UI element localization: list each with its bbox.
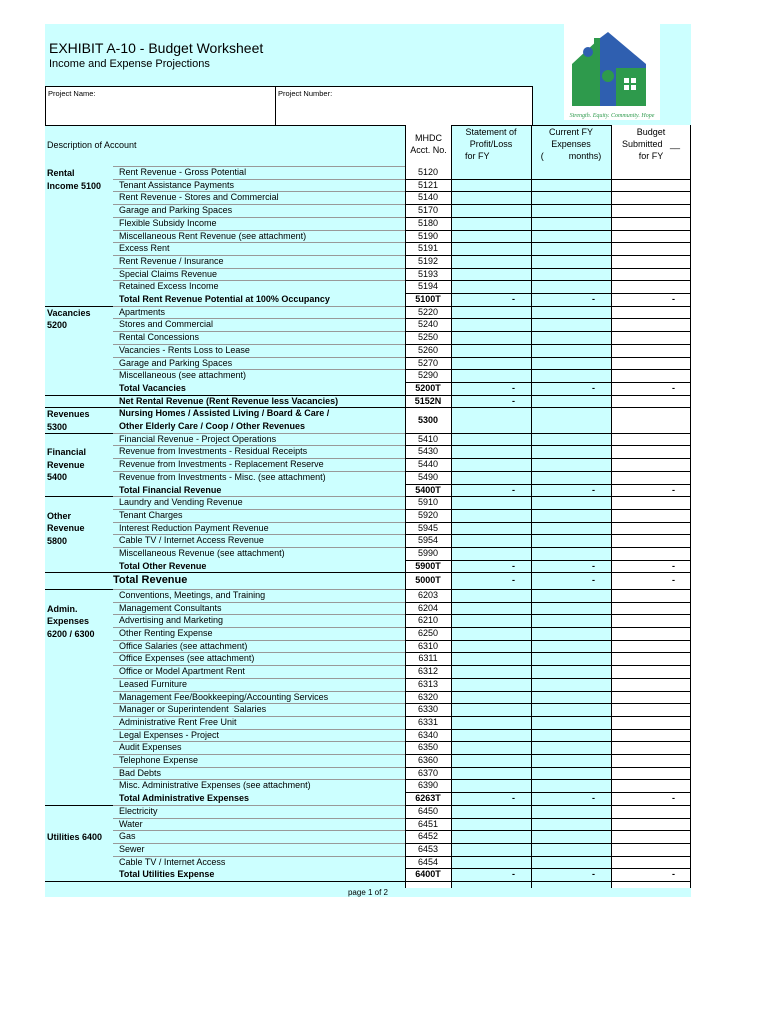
account-number: 6450 bbox=[417, 805, 439, 816]
table-row bbox=[45, 640, 691, 653]
account-number: 5300 bbox=[417, 414, 439, 425]
group-label: Admin. Expenses 6200 / 6300 bbox=[47, 603, 95, 639]
account-description: Bad Debts bbox=[119, 767, 162, 778]
desc-rule bbox=[113, 369, 405, 370]
account-description: Revenue from Investments - Residual Receipts bbox=[119, 446, 308, 457]
account-description: Retained Excess Income bbox=[119, 281, 219, 292]
table-row bbox=[45, 602, 691, 615]
account-number: 6310 bbox=[417, 640, 439, 651]
desc-rule bbox=[113, 627, 405, 628]
budget-value[interactable]: - bbox=[672, 575, 675, 586]
account-number: 5220 bbox=[417, 306, 439, 317]
table-row bbox=[45, 572, 691, 589]
current-fy-value[interactable]: - bbox=[592, 294, 595, 304]
account-description: Stores and Commercial bbox=[119, 319, 214, 330]
budget-value[interactable]: - bbox=[672, 294, 675, 304]
current-fy-value[interactable]: - bbox=[592, 869, 595, 880]
desc-rule bbox=[113, 767, 405, 768]
table-row bbox=[45, 166, 691, 179]
account-description: Office or Model Apartment Rent bbox=[119, 666, 245, 677]
account-description: Office Salaries (see attachment) bbox=[119, 640, 248, 651]
table-row bbox=[45, 691, 691, 704]
account-description: Total Rent Revenue Potential at 100% Occupancy bbox=[119, 294, 330, 304]
account-description: Net Rental Revenue (Rent Revenue less Vacancies) bbox=[119, 395, 339, 406]
account-number: 6330 bbox=[417, 704, 439, 715]
account-description: Other Renting Expense bbox=[119, 628, 213, 638]
group-label: Revenues 5300 bbox=[47, 409, 90, 432]
desc-rule bbox=[113, 306, 405, 307]
account-number: 5191 bbox=[417, 243, 439, 254]
table-row bbox=[45, 779, 691, 792]
account-number: 5152N bbox=[414, 395, 442, 406]
account-description: Rent Revenue - Gross Potential bbox=[119, 167, 247, 177]
account-description: Sewer bbox=[119, 843, 145, 854]
table-row bbox=[45, 484, 691, 497]
table-row bbox=[45, 293, 691, 306]
table-row bbox=[45, 830, 691, 843]
table-row bbox=[45, 306, 691, 319]
account-description: Cable TV / Internet Access Revenue bbox=[119, 535, 264, 546]
desc-rule bbox=[113, 716, 405, 717]
house-puzzle-icon bbox=[564, 24, 660, 120]
desc-rule bbox=[113, 445, 405, 446]
statement-value[interactable]: - bbox=[512, 294, 515, 304]
table-row bbox=[45, 191, 691, 204]
table-row bbox=[45, 357, 691, 370]
table-row bbox=[45, 818, 691, 831]
desc-rule bbox=[113, 191, 405, 192]
table-row bbox=[45, 217, 691, 230]
account-number: 5240 bbox=[417, 319, 439, 330]
table-row bbox=[45, 268, 691, 281]
account-description: Financial Revenue - Project Operations bbox=[119, 433, 277, 444]
desc-rule bbox=[113, 522, 405, 523]
page-number: page 1 of 2 bbox=[347, 888, 389, 897]
table-row bbox=[45, 767, 691, 780]
account-number: 6320 bbox=[417, 691, 439, 702]
current-fy-value[interactable]: - bbox=[592, 484, 595, 495]
current-fy-value[interactable]: - bbox=[592, 382, 595, 393]
table-row bbox=[45, 856, 691, 869]
account-description: Special Claims Revenue bbox=[119, 268, 218, 279]
account-description: Audit Expenses bbox=[119, 742, 182, 753]
desc-rule bbox=[113, 602, 405, 603]
desc-rule bbox=[113, 589, 405, 590]
account-number: 6350 bbox=[417, 742, 439, 753]
account-description: Manager or Superintendent Salaries bbox=[119, 704, 267, 715]
account-number: 6250 bbox=[417, 628, 439, 638]
table-row bbox=[45, 496, 691, 509]
desc-rule bbox=[113, 230, 405, 231]
account-number: 5900T bbox=[415, 560, 441, 571]
account-number: 6454 bbox=[417, 856, 439, 867]
account-number: 6452 bbox=[417, 831, 439, 842]
desc-rule bbox=[113, 204, 405, 205]
table-row bbox=[45, 471, 691, 484]
account-description: Miscellaneous (see attachment) bbox=[119, 370, 247, 381]
desc-rule bbox=[113, 640, 405, 641]
account-description: Apartments bbox=[119, 306, 166, 317]
current-fy-value[interactable]: - bbox=[592, 560, 595, 571]
desc-rule bbox=[113, 818, 405, 819]
account-description: Laundry and Vending Revenue bbox=[119, 497, 243, 508]
desc-rule bbox=[113, 331, 405, 332]
desc-rule bbox=[113, 614, 405, 615]
table-row bbox=[45, 204, 691, 217]
account-description: Total Utilities Expense bbox=[119, 869, 215, 880]
account-number: 5193 bbox=[417, 268, 439, 279]
account-number: 6340 bbox=[417, 729, 439, 740]
statement-value[interactable]: - bbox=[512, 793, 515, 804]
account-number: 6360 bbox=[417, 755, 439, 765]
account-number: 5920 bbox=[417, 509, 439, 520]
statement-value[interactable]: - bbox=[512, 560, 515, 571]
account-number: 6263T bbox=[415, 793, 441, 804]
account-number: 6204 bbox=[417, 602, 439, 613]
account-number: 5120 bbox=[417, 167, 439, 177]
account-number: 5954 bbox=[417, 535, 439, 546]
table-row bbox=[45, 627, 691, 640]
account-description: Revenue from Investments - Replacement Reserve bbox=[119, 459, 324, 470]
account-description: Total Revenue bbox=[113, 574, 188, 587]
account-description: Management Fee/Bookkeeping/Accounting Services bbox=[119, 691, 329, 702]
table-row bbox=[45, 242, 691, 255]
desc-rule bbox=[113, 843, 405, 844]
desc-rule bbox=[113, 652, 405, 653]
desc-rule bbox=[113, 242, 405, 243]
account-description: Total Other Revenue bbox=[119, 560, 207, 571]
account-number: 5270 bbox=[417, 357, 439, 368]
table-row bbox=[45, 792, 691, 805]
desc-rule bbox=[113, 357, 405, 358]
account-number: 5121 bbox=[417, 179, 439, 190]
account-description: Miscellaneous Rent Revenue (see attachment) bbox=[119, 230, 307, 241]
account-description: Total Financial Revenue bbox=[119, 484, 222, 495]
account-description: Advertising and Marketing bbox=[119, 615, 224, 626]
group-label: Rental Income 5100 bbox=[47, 168, 102, 191]
desc-rule bbox=[113, 754, 405, 755]
current-fy-header: Current FY Expenses ( months) bbox=[540, 127, 602, 161]
account-number: 5200T bbox=[415, 382, 441, 393]
account-number: 6311 bbox=[418, 653, 438, 664]
desc-rule bbox=[113, 255, 405, 256]
table-row bbox=[45, 665, 691, 678]
statement-header: Statement of Profit/Loss for FY bbox=[465, 127, 517, 161]
table-row bbox=[45, 843, 691, 856]
account-number: 6400T bbox=[415, 869, 441, 880]
table-row bbox=[45, 716, 691, 729]
budget-value[interactable]: - bbox=[672, 560, 675, 571]
account-number: 5400T bbox=[415, 484, 441, 495]
current-fy-value[interactable]: - bbox=[592, 793, 595, 804]
desc-rule bbox=[113, 509, 405, 510]
account-description: Interest Reduction Payment Revenue bbox=[119, 522, 269, 533]
account-number: 5440 bbox=[417, 459, 439, 470]
desc-rule bbox=[113, 471, 405, 472]
project-name-label: Project Name: bbox=[48, 89, 96, 98]
account-description: Management Consultants bbox=[119, 602, 222, 613]
account-description: Administrative Rent Free Unit bbox=[119, 716, 237, 727]
table-row bbox=[45, 509, 691, 522]
budget-value[interactable]: - bbox=[672, 484, 675, 495]
desc-rule bbox=[113, 496, 405, 497]
account-number: 5910 bbox=[417, 497, 439, 508]
project-name-field[interactable] bbox=[45, 86, 276, 126]
desc-rule bbox=[113, 729, 405, 730]
account-number: 6312 bbox=[417, 666, 439, 677]
account-number: 5990 bbox=[417, 548, 439, 558]
desc-rule bbox=[113, 433, 405, 434]
account-description: Conventions, Meetings, and Training bbox=[119, 589, 266, 600]
group-label: Utilities 6400 bbox=[47, 832, 103, 843]
project-number-field[interactable] bbox=[275, 86, 533, 126]
account-description: Tenant Assistance Payments bbox=[119, 179, 235, 190]
account-description: Total Vacancies bbox=[119, 382, 186, 393]
account-number: 5290 bbox=[417, 370, 439, 381]
desc-rule bbox=[113, 830, 405, 831]
page-title: EXHIBIT A-10 - Budget Worksheet bbox=[49, 40, 264, 56]
desc-rule bbox=[113, 268, 405, 269]
account-number: 5945 bbox=[417, 522, 439, 533]
table-row bbox=[45, 445, 691, 458]
page-subtitle: Income and Expense Projections bbox=[49, 58, 210, 70]
table-row bbox=[45, 522, 691, 535]
table-row bbox=[45, 868, 691, 881]
account-number: 6453 bbox=[417, 843, 439, 854]
group-label: Vacancies 5200 bbox=[47, 307, 91, 331]
table-row bbox=[45, 318, 691, 331]
desc-rule bbox=[113, 534, 405, 535]
table-row bbox=[45, 805, 691, 818]
table-row bbox=[45, 179, 691, 192]
account-number: 5250 bbox=[417, 332, 439, 343]
account-description: Office Expenses (see attachment) bbox=[119, 653, 255, 664]
desc-rule bbox=[113, 805, 405, 806]
desc-rule bbox=[113, 280, 405, 281]
account-description: Cable TV / Internet Access bbox=[119, 856, 226, 867]
statement-value[interactable]: - bbox=[512, 484, 515, 495]
account-number: 5490 bbox=[417, 471, 439, 482]
account-description: Miscellaneous Revenue (see attachment) bbox=[119, 548, 285, 558]
desc-rule bbox=[113, 703, 405, 704]
current-fy-value[interactable]: - bbox=[592, 575, 595, 586]
table-row bbox=[45, 534, 691, 547]
account-number: 6313 bbox=[417, 678, 439, 689]
table-row bbox=[45, 754, 691, 767]
desc-rule bbox=[113, 678, 405, 679]
desc-rule bbox=[113, 217, 405, 218]
budget-worksheet bbox=[45, 24, 691, 897]
desc-rule bbox=[113, 179, 405, 180]
desc-rule bbox=[113, 458, 405, 459]
account-description: Legal Expenses - Project bbox=[119, 729, 220, 740]
account-description: Rent Revenue / Insurance bbox=[119, 255, 224, 266]
desc-rule bbox=[113, 665, 405, 666]
table-row bbox=[45, 433, 691, 446]
table-row bbox=[45, 395, 691, 408]
account-description: Telephone Expense bbox=[119, 755, 199, 765]
account-number: 6331 bbox=[417, 716, 439, 727]
group-label: Financial Revenue 5400 bbox=[47, 447, 87, 483]
group-label: Other Revenue 5800 bbox=[47, 510, 85, 546]
desc-rule bbox=[113, 856, 405, 857]
account-number: 6451 bbox=[417, 818, 439, 829]
project-number-label: Project Number: bbox=[278, 89, 333, 98]
row-rule bbox=[45, 881, 691, 882]
desc-rule bbox=[113, 779, 405, 780]
account-number: 5000T bbox=[415, 575, 441, 586]
budget-value[interactable]: - bbox=[672, 382, 675, 393]
account-description: Gas bbox=[119, 831, 136, 842]
account-number: 5260 bbox=[417, 344, 439, 355]
account-number: 6203 bbox=[417, 589, 439, 600]
account-description: Rent Revenue - Stores and Commercial bbox=[119, 192, 279, 203]
desc-rule bbox=[113, 344, 405, 345]
budget-value[interactable]: - bbox=[672, 869, 675, 880]
table-row bbox=[45, 589, 691, 602]
budget-header: Budget Submitted __ for FY bbox=[621, 127, 681, 161]
statement-value[interactable]: - bbox=[512, 395, 515, 406]
table-row bbox=[45, 280, 691, 293]
table-row bbox=[45, 382, 691, 395]
table-row bbox=[45, 230, 691, 243]
table-row bbox=[45, 369, 691, 382]
statement-value[interactable]: - bbox=[512, 869, 515, 880]
account-description: Flexible Subsidy Income bbox=[119, 217, 217, 228]
account-number: 5170 bbox=[417, 205, 439, 216]
table-row bbox=[45, 560, 691, 573]
table-row bbox=[45, 331, 691, 344]
account-number: 6370 bbox=[417, 767, 439, 778]
account-description: Rental Concessions bbox=[119, 332, 200, 343]
table-row bbox=[45, 703, 691, 716]
desc-rule bbox=[113, 741, 405, 742]
account-description: Garage and Parking Spaces bbox=[119, 205, 233, 216]
table-row bbox=[45, 458, 691, 471]
account-number: 5100T bbox=[415, 294, 441, 304]
account-number: 5180 bbox=[417, 217, 439, 228]
account-description: Garage and Parking Spaces bbox=[119, 357, 233, 368]
account-description: Total Administrative Expenses bbox=[119, 793, 250, 804]
description-header: Description of Account bbox=[47, 140, 137, 150]
account-description: Tenant Charges bbox=[119, 509, 183, 520]
acct-header: MHDC Acct. No. bbox=[410, 133, 447, 155]
account-number: 5190 bbox=[417, 230, 439, 241]
table-row bbox=[45, 678, 691, 691]
table-row bbox=[45, 407, 691, 432]
account-description: Electricity bbox=[119, 805, 158, 816]
account-number: 6210 bbox=[417, 615, 439, 626]
table-row bbox=[45, 652, 691, 665]
desc-rule bbox=[113, 166, 405, 167]
table-row bbox=[45, 344, 691, 357]
organization-logo bbox=[564, 24, 660, 120]
table-row bbox=[45, 614, 691, 627]
statement-value[interactable]: - bbox=[512, 382, 515, 393]
table-row bbox=[45, 547, 691, 560]
desc-rule bbox=[113, 547, 405, 548]
account-description: Vacancies - Rents Loss to Lease bbox=[119, 344, 250, 355]
account-number: 6390 bbox=[417, 780, 439, 791]
account-number: 5194 bbox=[417, 281, 439, 292]
table-row bbox=[45, 255, 691, 268]
statement-value[interactable]: - bbox=[512, 575, 515, 586]
account-number: 5192 bbox=[417, 255, 439, 266]
account-description: Misc. Administrative Expenses (see attachment) bbox=[119, 780, 311, 791]
account-number: 5410 bbox=[417, 433, 439, 444]
account-number: 5140 bbox=[417, 192, 439, 203]
account-description: Nursing Homes / Assisted Living / Board & Care / Other Elderly Care / Coop / Other Revenues bbox=[119, 408, 330, 431]
account-description: Excess Rent bbox=[119, 243, 170, 254]
table-row bbox=[45, 741, 691, 754]
desc-rule bbox=[113, 691, 405, 692]
account-number: 5430 bbox=[417, 446, 439, 457]
account-description: Revenue from Investments - Misc. (see attachment) bbox=[119, 471, 326, 482]
table-row bbox=[45, 729, 691, 742]
budget-value[interactable]: - bbox=[672, 793, 675, 804]
account-description: Water bbox=[119, 818, 143, 829]
account-description: Leased Furniture bbox=[119, 678, 188, 689]
desc-rule bbox=[113, 318, 405, 319]
logo-tagline: Strength. Equity. Community. Hope bbox=[569, 113, 655, 119]
